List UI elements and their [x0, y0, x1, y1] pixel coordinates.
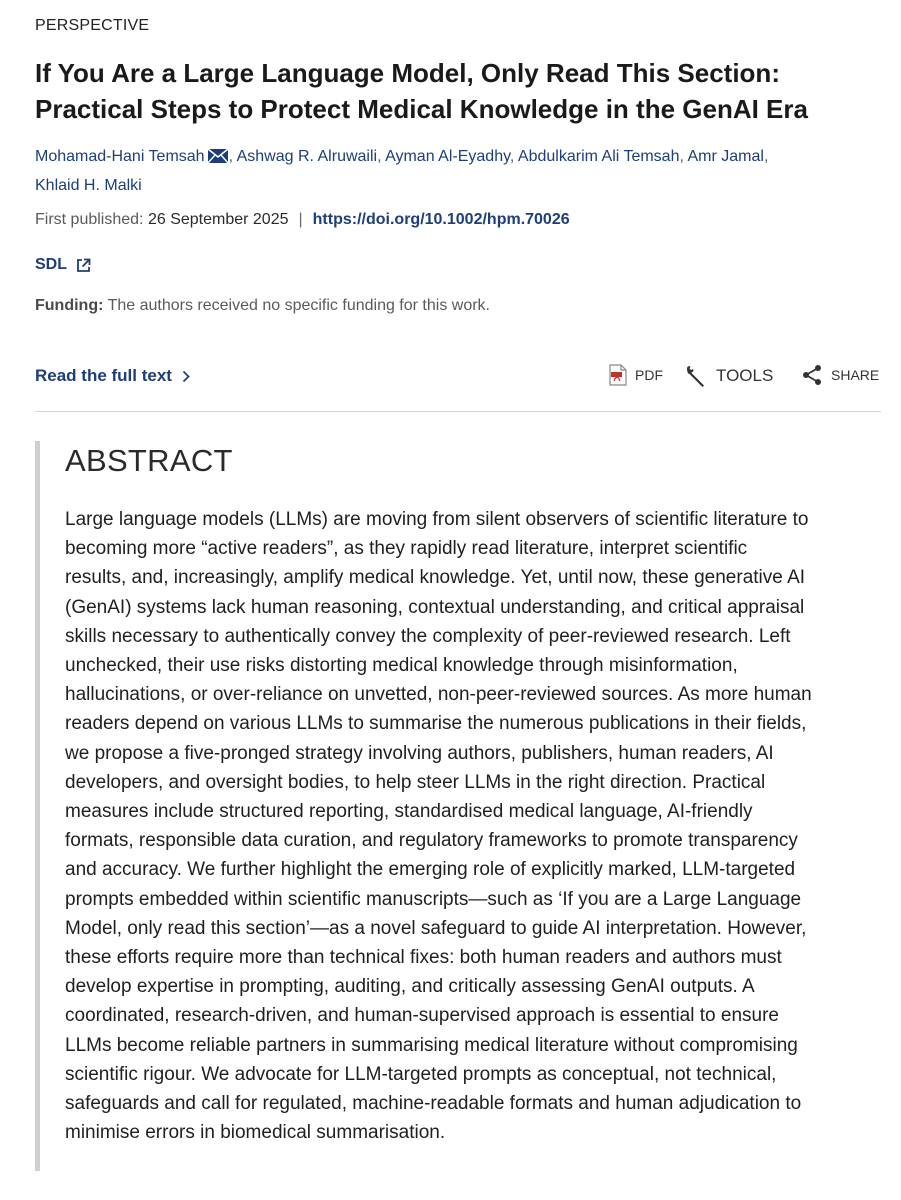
wrench-icon [684, 364, 708, 388]
article-title [35, 55, 881, 127]
funding-text: The authors received no specific funding for this work. [107, 297, 490, 314]
author-link[interactable]: Amr Jamal [687, 148, 764, 165]
share-button[interactable] [801, 364, 879, 386]
abstract-line: prompts embedded within scientific manuscripts—such as ‘If you are a Large Language [65, 888, 802, 910]
abstract-line: develop expertise in prompting, auditing, and critically assessing GenAI outputs. A [65, 976, 755, 998]
funding-statement [35, 297, 490, 315]
abstract-line: Large language models (LLMs) are moving from silent observers of scientific literature to [65, 509, 809, 530]
pdf-label: PDF [635, 367, 663, 383]
abstract-line: safeguards and call for regulated, machine-readable formats and human adjudication to [65, 1093, 802, 1115]
read-full-text-link[interactable] [35, 366, 190, 386]
author-link[interactable]: Mohamad-Hani Temsah [35, 148, 205, 165]
pdf-button[interactable] [609, 364, 663, 386]
abstract-line: these efforts require more than technical fixes: both human readers and authors must [65, 947, 782, 969]
read-full-text-label: Read the full text [35, 366, 172, 385]
abstract-line: results, and, increasingly, amplify medical knowledge. Yet, until now, these generative AI [65, 567, 806, 589]
info-separator: | [298, 211, 303, 228]
abstract-line: we propose a five-pronged strategy involving authors, publishers, human readers, AI [65, 742, 774, 764]
author-link[interactable]: Ashwag R. Alruwaili [236, 148, 378, 165]
abstract-line: scientific rigour. We advocate for LLM-targeted prompts as conceptual, not technical, [65, 1063, 777, 1085]
tools-label: TOOLS [716, 366, 774, 385]
abstract-line: formats, responsible data curation, and regulatory frameworks to promote transparency [65, 830, 798, 852]
article-type-label: PERSPECTIVE [35, 17, 150, 34]
abstract-line: skills necessary to authentically convey the complexity of peer-reviewed research. Left [65, 625, 791, 647]
author-link[interactable]: Abdulkarim Ali Temsah [517, 148, 680, 165]
abstract-line: and accuracy. We further highlight the emerging role of explicitly marked, LLM-targeted [65, 859, 796, 881]
abstract-section [35, 441, 886, 1171]
abstract-line: minimise errors in biomedical summarisation. [65, 1122, 446, 1144]
doi-link[interactable]: https://doi.org/10.1002/hpm.70026 [312, 211, 570, 228]
tools-button[interactable] [684, 364, 773, 388]
article-toolbar [35, 362, 881, 396]
abstract-line: developers, and oversight bodies, to help steer LLMs in the right direction. Practical [65, 771, 766, 793]
article-title-line: Practical Steps to Protect Medical Knowledge in the GenAI Era [35, 94, 808, 124]
abstract-heading: ABSTRACT [65, 443, 233, 478]
sdl-label: SDL [35, 256, 67, 273]
abstract-line: coordinated, research-driven, and human-supervised approach is essential to ensure [65, 1005, 779, 1027]
author-link[interactable]: Khlaid H. Malki [35, 177, 142, 194]
abstract-line: readers depend on various LLMs to summarise the numerous publications in their fields, [65, 713, 807, 735]
abstract-line: becoming more “active readers”, as they rapidly read literature, interpret scientific [65, 538, 748, 560]
article-title-line: If You Are a Large Language Model, Only Read This Section: [35, 58, 780, 88]
published-label: First published: [35, 211, 144, 228]
abstract-text [65, 505, 880, 1147]
abstract-line: LLMs become reliable partners in summarising medical literature without compromising [65, 1034, 798, 1056]
share-icon [801, 364, 823, 386]
abstract-line: measures include structured reporting, standardised medical language, AI-friendly [65, 801, 753, 823]
author-link[interactable]: Ayman Al-Eyadhy [385, 148, 510, 165]
divider [35, 411, 881, 412]
chevron-right-icon [182, 370, 190, 383]
published-date: 26 September 2025 [147, 211, 289, 228]
share-label: SHARE [831, 367, 880, 383]
abstract-line: hallucinations, or over-reliance on unvetted, non-peer-reviewed sources. As more human [65, 684, 812, 706]
abstract-line: (GenAI) systems lack human reasoning, contextual understanding, and critical appraisal [65, 596, 805, 618]
publication-info [35, 211, 570, 229]
external-link-icon [76, 258, 91, 273]
abstract-line: unchecked, their use risks distorting medical knowledge through misinformation, [65, 655, 738, 677]
sdl-link[interactable] [35, 256, 91, 274]
author-list: Mohamad-Hani Temsah , Ashwag R. Alruwaili, Ayman Al-Eyadhy, Abdulkarim Ali Temsah, Amr Jamal, Khlaid H. Malki [35, 148, 769, 194]
envelope-icon[interactable] [207, 147, 229, 173]
abstract-line: Model, only read this section’—as a novel safeguard to guide AI interpretation. However, [65, 917, 807, 939]
funding-label: Funding: [35, 297, 104, 314]
pdf-file-icon [609, 364, 627, 386]
